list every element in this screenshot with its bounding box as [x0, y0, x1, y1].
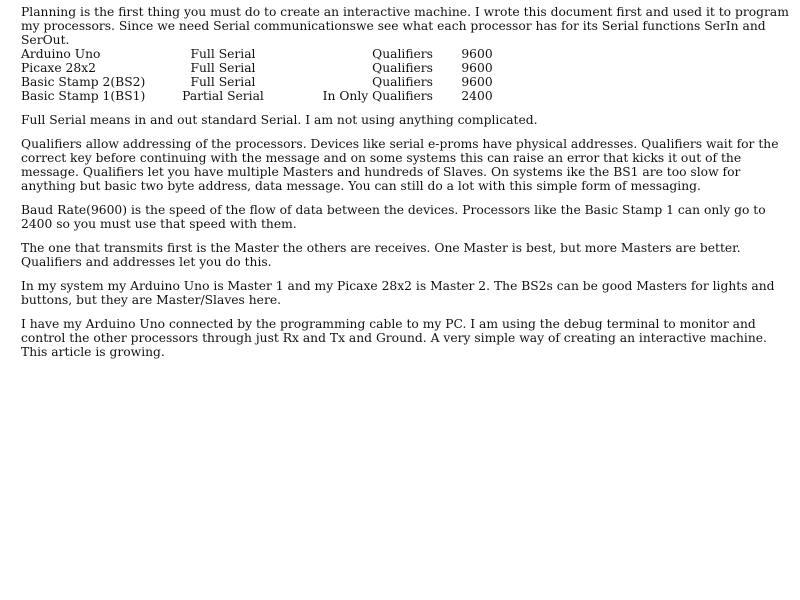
processor-name: Arduino Uno — [21, 47, 101, 61]
qualifier-support: Qualifiers — [372, 61, 433, 75]
baud-rate: 9600 — [461, 75, 493, 89]
serial-type: Full Serial — [190, 75, 256, 89]
baud-rate: 2400 — [461, 89, 493, 103]
processor-name: Picaxe 28x2 — [21, 61, 96, 75]
table-row — [21, 75, 521, 89]
processor-name: Basic Stamp 2(BS2) — [21, 75, 146, 89]
qualifiers-paragraph: Qualifiers allow addressing of the processors. Devices like serial e-proms have physical addresses. Qualifiers wait for the correct key before continuing with the message and on some systems this can raise an error that kicks it out of the message. Qualifiers let you have multiple Masters and hundreds of Slaves. On systems ike the BS1 are too slow for anything but basic two byte address, data message. You can still do a lot with this simple form of messaging. — [21, 137, 779, 193]
intro-paragraph: Planning is the first thing you must do to create an interactive machine. I wrote this document first and used it to program my processors. Since we need Serial communicationswe see what each processor has for its Serial functions SerIn and SerOut. — [21, 5, 789, 47]
qualifier-support: Qualifiers — [372, 75, 433, 89]
table-row — [21, 47, 521, 61]
connection-paragraph: I have my Arduino Uno connected by the programming cable to my PC. I am using the debug terminal to monitor and control the other processors through just Rx and Tx and Ground. A very simple way of creating an interactive machine. This article is growing. — [21, 317, 767, 359]
serial-type: Partial Serial — [182, 89, 264, 103]
master-paragraph: The one that transmits first is the Master the others are receives. One Master is best, but more Masters are better. Qualifiers and addresses let you do this. — [21, 241, 741, 269]
qualifier-support: In Only Qualifiers — [322, 89, 433, 103]
full-serial-paragraph: Full Serial means in and out standard Serial. I am not using anything complicated. — [21, 113, 538, 127]
qualifier-support: Qualifiers — [372, 47, 433, 61]
table-row — [21, 89, 521, 103]
baud-rate: 9600 — [461, 47, 493, 61]
article — [21, 5, 797, 359]
processor-table — [21, 47, 521, 103]
table-row — [21, 61, 521, 75]
system-paragraph: In my system my Arduino Uno is Master 1 and my Picaxe 28x2 is Master 2. The BS2s can be good Masters for lights and buttons, but they are Master/Slaves here. — [21, 279, 775, 307]
serial-type: Full Serial — [190, 61, 256, 75]
baud-rate-paragraph: Baud Rate(9600) is the speed of the flow of data between the devices. Processors like the Basic Stamp 1 can only go to 2400 so you must use that speed with them. — [21, 203, 766, 231]
serial-type: Full Serial — [190, 47, 256, 61]
processor-name: Basic Stamp 1(BS1) — [21, 89, 146, 103]
baud-rate: 9600 — [461, 61, 493, 75]
